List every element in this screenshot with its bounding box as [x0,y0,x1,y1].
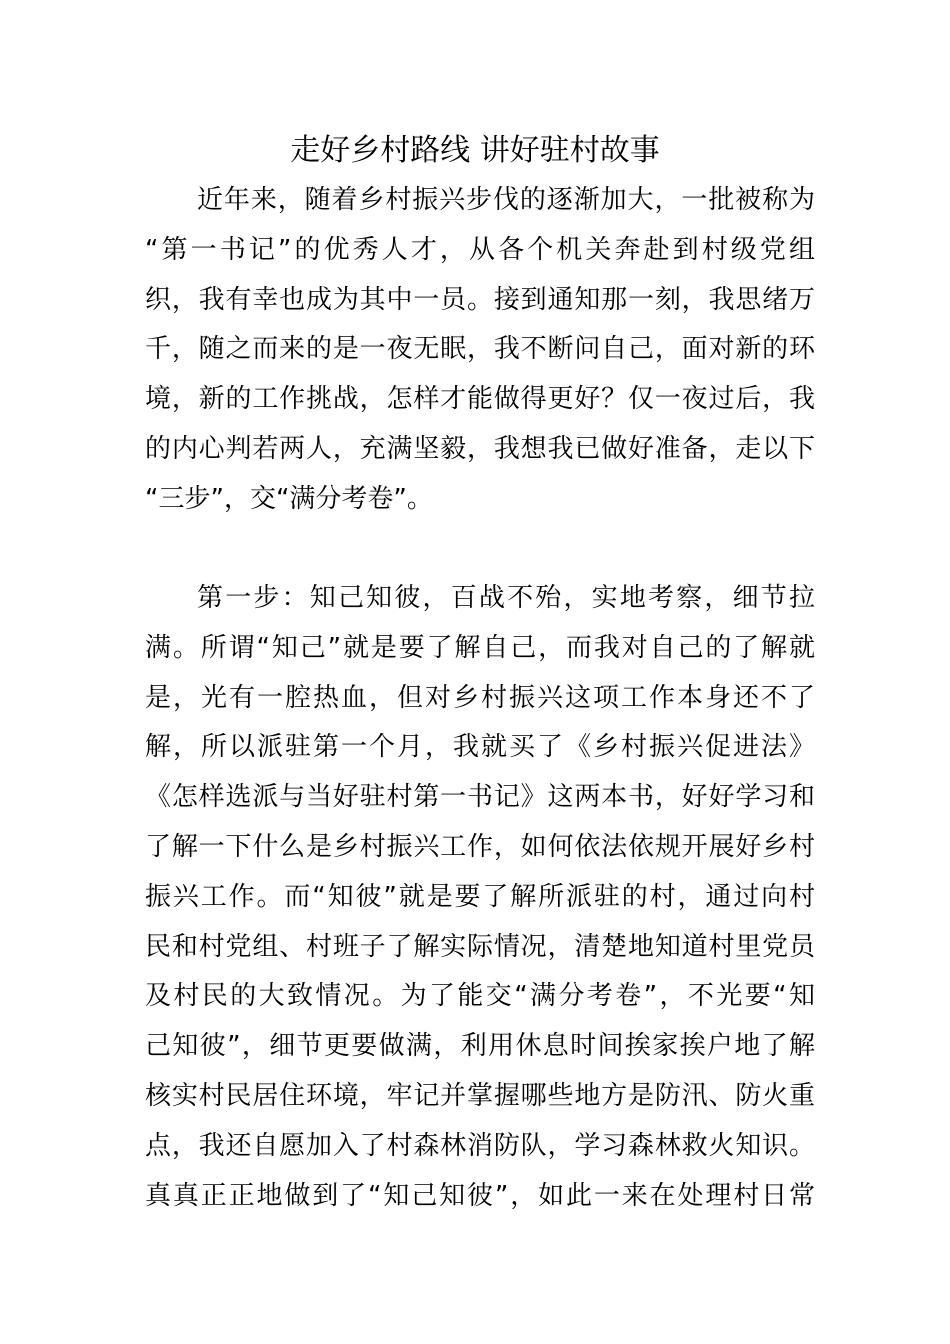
text-line: “第一书记”的优秀人才，从各个机关奔赴到村级党组 [145,234,815,265]
text-line: 及村民的大致情况。为了能交“满分考卷”，不光要“知 [145,981,815,1012]
text-line: 近年来，随着乡村振兴步伐的逐渐加大，一批被称为 [197,185,815,215]
text-line: 是，光有一腔热血，但对乡村振兴这项工作本身还不了 [145,682,815,713]
text-line: 了解一下什么是乡村振兴工作，如何依法依规开展好乡村 [145,831,815,862]
text-line: 的内心判若两人，充满坚毅，我想我已做好准备，走以下 [145,433,815,464]
document-title: 走好乡村路线 讲好驻村故事 [290,133,660,168]
text-line: 解，所以派驻第一个月，我就买了《乡村振兴促进法》 [145,732,815,763]
text-line: 核实村民居住环境，牢记并掌握哪些地方是防汛、防火重 [145,1080,815,1111]
text-line: 己知彼”，细节更要做满，利用休息时间挨家挨户地了解 [145,1031,815,1062]
text-line: 点，我还自愿加入了村森林消防队，学习森林救火知识。 [145,1130,815,1161]
paragraph-intro [145,176,815,525]
text-line: 《怎样选派与当好驻村第一书记》这两本书，好好学习和 [145,782,815,813]
paragraph-step-one [145,574,815,1221]
text-line: 境，新的工作挑战，怎样才能做得更好？仅一夜过后，我 [145,384,815,415]
text-line: 千，随之而来的是一夜无眠，我不断问自己，面对新的环 [145,334,815,365]
text-line: “三步”，交“满分考卷”。 [145,483,433,514]
text-line: 第一步：知己知彼，百战不殆，实地考察，细节拉 [197,583,815,613]
text-line: 织，我有幸也成为其中一员。接到通知那一刻，我思绪万 [145,284,815,315]
text-line: 真真正正地做到了“知己知彼”，如此一来在处理村日常 [145,1180,815,1211]
text-line: 民和村党组、村班子了解实际情况，清楚地知道村里党员 [145,931,815,962]
text-line: 振兴工作。而“知彼”就是要了解所派驻的村，通过向村 [145,881,815,912]
text-line: 满。所谓“知己”就是要了解自己，而我对自己的了解就 [145,632,815,663]
